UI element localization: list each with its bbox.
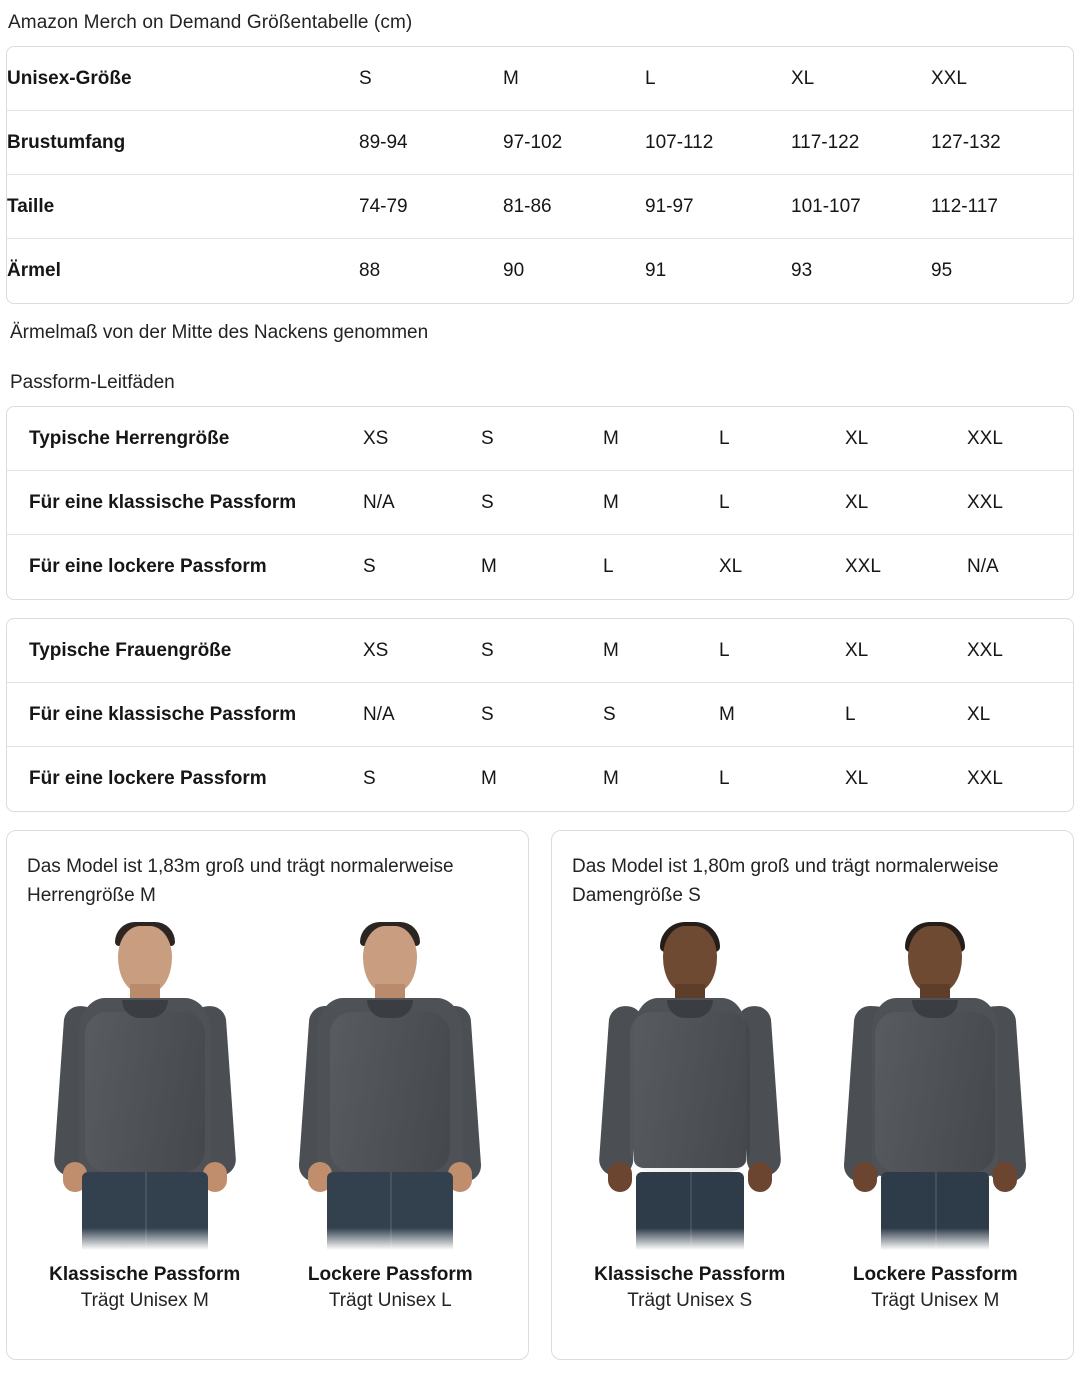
cell: XL — [845, 407, 967, 471]
cell: M — [481, 768, 497, 789]
figure-loose-fit-men — [273, 920, 509, 1312]
cell: 91-97 — [645, 175, 791, 239]
cell: S — [603, 683, 719, 747]
fit-guide-men-table — [6, 406, 1074, 600]
photo-fade — [27, 1228, 263, 1250]
cell: S — [481, 471, 603, 535]
cell: M — [503, 47, 645, 111]
sleeve-measure-note: Ärmelmaß von der Mitte des Nackens genommen — [10, 322, 429, 343]
hand-left — [853, 1162, 877, 1192]
hand-left — [608, 1162, 632, 1192]
cell: S — [481, 683, 603, 747]
row-label: Unisex-Größe — [7, 47, 359, 111]
figure-label: Lockere Passform — [852, 1264, 1018, 1285]
figure-sublabel: Trägt Unisex M — [80, 1290, 209, 1311]
table-row — [7, 407, 1073, 471]
cell: 107-112 — [645, 111, 791, 175]
cell: 91 — [645, 260, 667, 281]
cell: XL — [845, 471, 967, 535]
head-shape — [663, 926, 717, 992]
cell: XXL — [967, 619, 1073, 683]
photo-fade — [818, 1228, 1054, 1250]
cell: XL — [967, 683, 1073, 747]
shirt-shading — [85, 1012, 205, 1172]
head-shape — [363, 926, 417, 992]
head-shape — [908, 926, 962, 992]
cell: S — [363, 768, 376, 789]
figure-row — [572, 920, 1053, 1312]
cell: XL — [845, 619, 967, 683]
cell: M — [603, 619, 719, 683]
figure-label: Klassische Passform — [594, 1264, 786, 1285]
cell: S — [359, 47, 503, 111]
model-card-women — [551, 830, 1074, 1360]
cell: 89-94 — [359, 111, 503, 175]
cell: 81-86 — [503, 175, 645, 239]
figure-sublabel: Trägt Unisex M — [871, 1290, 1000, 1311]
model-photo-classic-men — [27, 920, 263, 1250]
cell: XS — [363, 619, 481, 683]
figure-sublabel: Trägt Unisex L — [328, 1290, 452, 1311]
cell: L — [845, 683, 967, 747]
row-label: Brustumfang — [7, 111, 359, 175]
figure-classic-fit-women — [572, 920, 808, 1312]
cell: XXL — [967, 768, 1003, 789]
table-row — [7, 47, 1073, 111]
cell: L — [719, 471, 845, 535]
fit-guide-women-table — [6, 618, 1074, 812]
table-row — [7, 747, 1073, 811]
table-row — [7, 535, 1073, 599]
cell: S — [363, 556, 376, 577]
model-card-men — [6, 830, 529, 1360]
shirt-shading — [875, 1012, 995, 1172]
cell: L — [603, 556, 614, 577]
cell: XS — [363, 407, 481, 471]
cell: 117-122 — [791, 111, 931, 175]
photo-fade — [572, 1228, 808, 1250]
row-label: Für eine klassische Passform — [7, 471, 363, 535]
row-label: Für eine klassische Passform — [7, 683, 363, 747]
cell: 101-107 — [791, 175, 931, 239]
figure-loose-fit-women — [818, 920, 1054, 1312]
model-caption: Das Model ist 1,83m groß und trägt normalerweise Herrengröße M — [27, 856, 454, 906]
cell: XXL — [967, 407, 1073, 471]
table-row — [7, 175, 1073, 239]
cell: 112-117 — [931, 175, 1073, 239]
cell: XXL — [967, 471, 1073, 535]
shirt-shading — [330, 1012, 450, 1172]
cell: L — [719, 407, 845, 471]
figure-classic-fit-men — [27, 920, 263, 1312]
shirt-shading — [630, 1012, 750, 1172]
row-label: Typische Herrengröße — [7, 407, 363, 471]
cell: XXL — [845, 556, 881, 577]
model-caption: Das Model ist 1,80m groß und trägt normalerweise Damengröße S — [572, 856, 999, 906]
cell: M — [603, 471, 719, 535]
hand-right — [748, 1162, 772, 1192]
cell: 88 — [359, 260, 381, 281]
fit-guides-heading: Passform-Leitfäden — [10, 372, 175, 393]
figure-sublabel: Trägt Unisex S — [627, 1290, 753, 1311]
page-title: Amazon Merch on Demand Größentabelle (cm) — [8, 12, 413, 33]
cell: M — [603, 768, 619, 789]
model-cards — [6, 830, 1074, 1360]
cell: 74-79 — [359, 175, 503, 239]
head-shape — [118, 926, 172, 992]
cell: S — [481, 619, 603, 683]
table-row — [7, 111, 1073, 175]
cell: M — [603, 407, 719, 471]
figure-label: Lockere Passform — [307, 1264, 473, 1285]
model-photo-loose-women — [818, 920, 1054, 1250]
cell: XXL — [931, 47, 1073, 111]
table-row — [7, 471, 1073, 535]
row-label: Für eine lockere Passform — [29, 556, 267, 577]
row-label: Taille — [7, 175, 359, 239]
hand-right — [993, 1162, 1017, 1192]
cell: 127-132 — [931, 111, 1073, 175]
cell: N/A — [363, 683, 481, 747]
cell: M — [719, 683, 845, 747]
row-label: Ärmel — [7, 260, 61, 281]
cell: N/A — [967, 556, 999, 577]
cell: L — [719, 768, 730, 789]
model-photo-classic-women — [572, 920, 808, 1250]
photo-fade — [273, 1228, 509, 1250]
cell: 95 — [931, 260, 953, 281]
cell: N/A — [363, 471, 481, 535]
cell: 93 — [791, 260, 813, 281]
table-row — [7, 619, 1073, 683]
row-label: Für eine lockere Passform — [29, 768, 267, 789]
cell: XL — [719, 556, 743, 577]
cell: L — [719, 619, 845, 683]
cell: 90 — [503, 260, 525, 281]
figure-row — [27, 920, 508, 1312]
cell: L — [645, 47, 791, 111]
figure-label: Klassische Passform — [49, 1264, 241, 1285]
model-photo-loose-men — [273, 920, 509, 1250]
cell: XL — [845, 768, 869, 789]
table-row — [7, 683, 1073, 747]
cell: M — [481, 556, 497, 577]
unisex-size-table — [6, 46, 1074, 304]
cell: S — [481, 407, 603, 471]
cell: 97-102 — [503, 111, 645, 175]
cell: XL — [791, 47, 931, 111]
table-row — [7, 239, 1073, 303]
row-label: Typische Frauengröße — [7, 619, 363, 683]
